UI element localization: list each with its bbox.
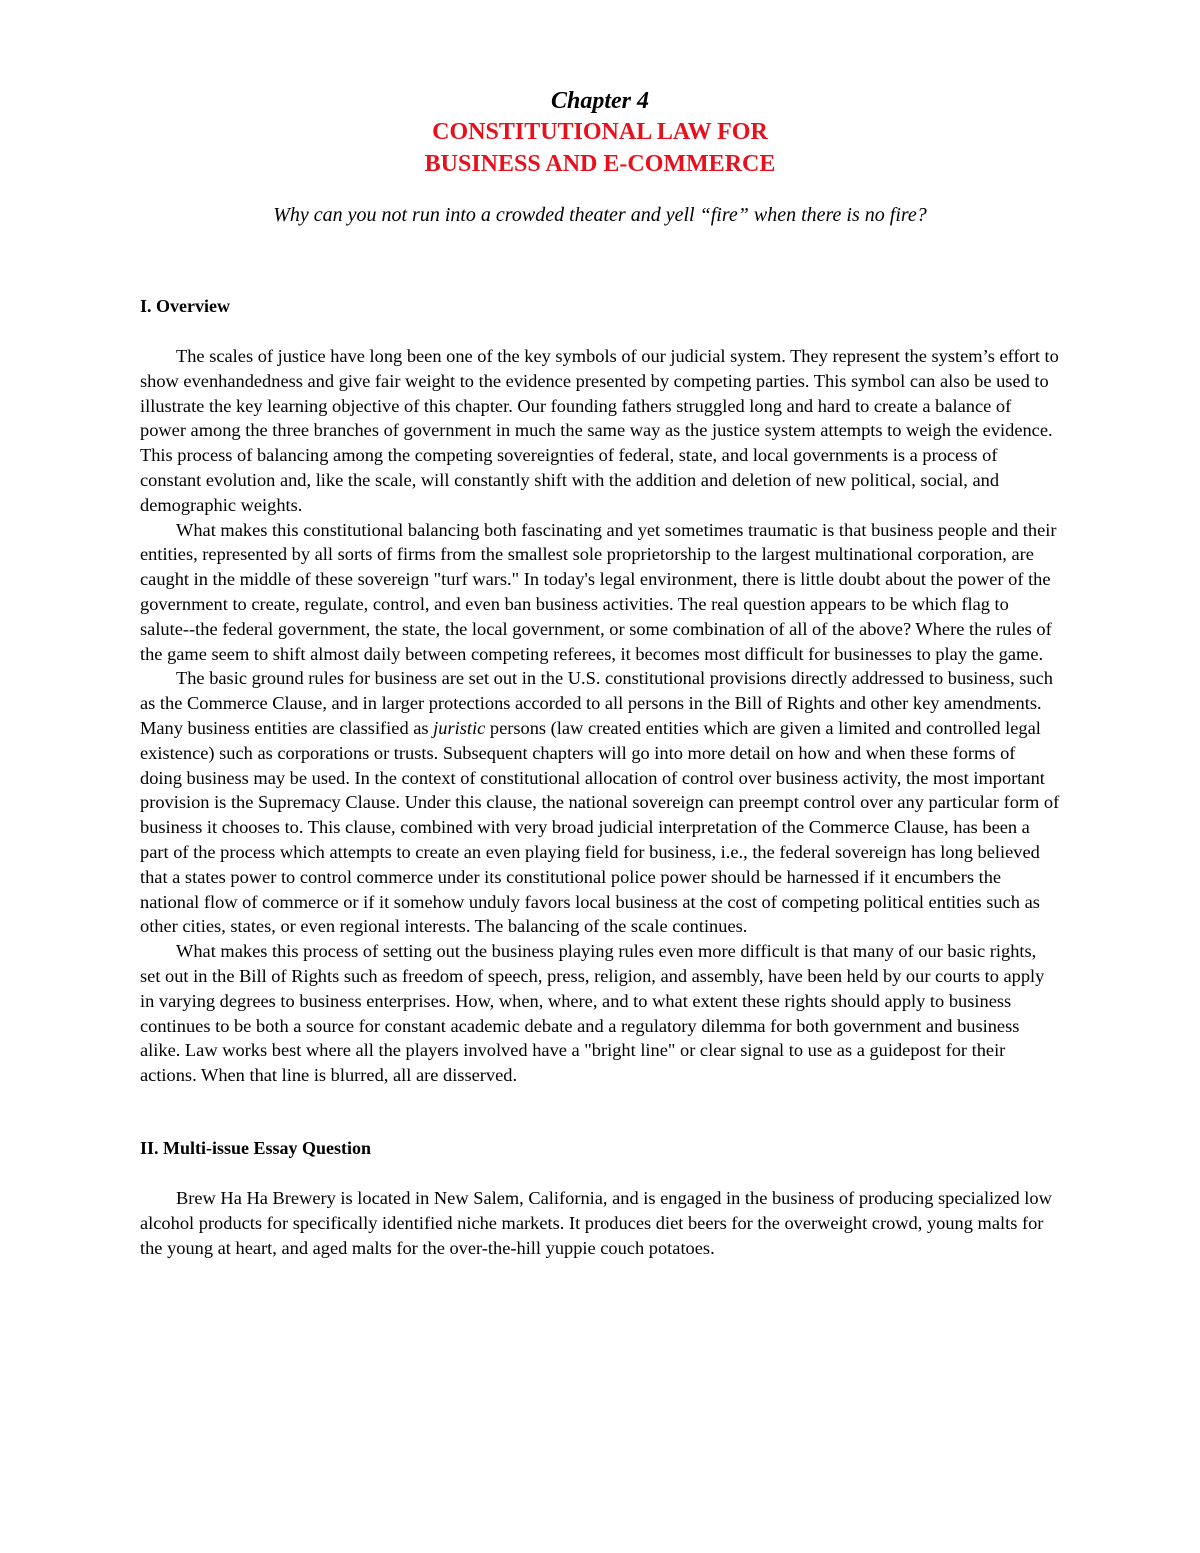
overview-paragraph-1: The scales of justice have long been one of the key symbols of our judicial system. They represent the system’s effort to show evenhandedness and give fair weight to the evidence presented by competing parties. This symbol can also be used to illustrate the key learning objective of this chapter. Our founding fathers struggled long and hard to create a balance of power among the three branches of government in much the same way as the justice system attempts to weigh the evidence. This process of balancing among the competing sovereignties of federal, state, and local governments is a process of constant evolution and, like the scale, will constantly shift with the addition and deletion of new political, social, and demographic weights. xyxy=(140,346,1059,515)
chapter-title-line-2: BUSINESS AND E-COMMERCE xyxy=(424,151,776,177)
overview-paragraph-3 xyxy=(140,666,1060,939)
epigraph: Why can you not run into a crowded theater and yell “fire” when there is no fire? xyxy=(273,204,927,226)
chapter-label: Chapter 4 xyxy=(550,88,649,114)
overview-body xyxy=(140,344,1060,1088)
overview-paragraph-3-text-a: The basic ground rules for business are set out in the U.S. constitutional provisions directly addressed to business, such as the Commerce Clause, and in larger protections accorded to all persons in the Bill of Rights and other key amendments. Many business entities are classified as xyxy=(140,668,1053,738)
document-page xyxy=(140,86,1060,1260)
juristic-term: juristic xyxy=(433,717,486,738)
essay-body xyxy=(140,1186,1060,1260)
overview-heading: I. Overview xyxy=(140,296,230,316)
overview-paragraph-3-text-b: persons (law created entities which are given a limited and controlled legal existence) such as corporations or trusts. Subsequent chapters will go into more detail on how and when these forms of doing business may be used. In the context of constitutional allocation of control over business activity, the most important provision is the Supremacy Clause. Under this clause, the national sovereign can preempt control over any particular form of business it chooses to. This clause, combined with very broad judicial interpretation of the Commerce Clause, has been a part of the process which attempts to create an even playing field for business, i.e., the federal sovereign has long believed that a states power to control commerce under its constitutional police power should be harnessed if it encumbers the national flow of commerce or if it somehow unduly favors local business at the cost of competing political entities such as other cities, states, or even regional interests. The balancing of the scale continues. xyxy=(140,717,1060,937)
overview-paragraph-4: What makes this process of setting out the business playing rules even more difficult is that many of our basic rights, set out in the Bill of Rights such as freedom of speech, press, religion, and assembly, have been held by our courts to apply in varying degrees to business enterprises. How, when, where, and to what extent these rights should apply to business continues to be both a source for constant academic debate and a regulatory dilemma for both government and business alike. Law works best where all the players involved have a "bright line" or clear signal to use as a guidepost for their actions. When that line is blurred, all are disserved. xyxy=(140,941,1045,1086)
chapter-title-line-1: CONSTITUTIONAL LAW FOR xyxy=(432,119,768,145)
essay-heading: II. Multi-issue Essay Question xyxy=(140,1137,372,1158)
essay-paragraph-1: Brew Ha Ha Brewery is located in New Salem, California, and is engaged in the business of producing specialized low alcohol products for specifically identified niche markets. It produces diet beers for the overweight crowd, young malts for the young at heart, and aged malts for the over-the-hill yuppie couch potatoes. xyxy=(140,1187,1052,1258)
overview-paragraph-2: What makes this constitutional balancing both fascinating and yet sometimes traumatic is that business people and their entities, represented by all sorts of firms from the smallest sole proprietorship to the largest multinational corporation, are caught in the middle of these sovereign "turf wars." In today's legal environment, there is little doubt about the power of the government to create, regulate, control, and even ban business activities. The real question appears to be which flag to salute--the federal government, the state, the local government, or some combination of all of the above? Where the rules of the game seem to shift almost daily between competing referees, it becomes most difficult for businesses to play the game. xyxy=(140,519,1057,664)
